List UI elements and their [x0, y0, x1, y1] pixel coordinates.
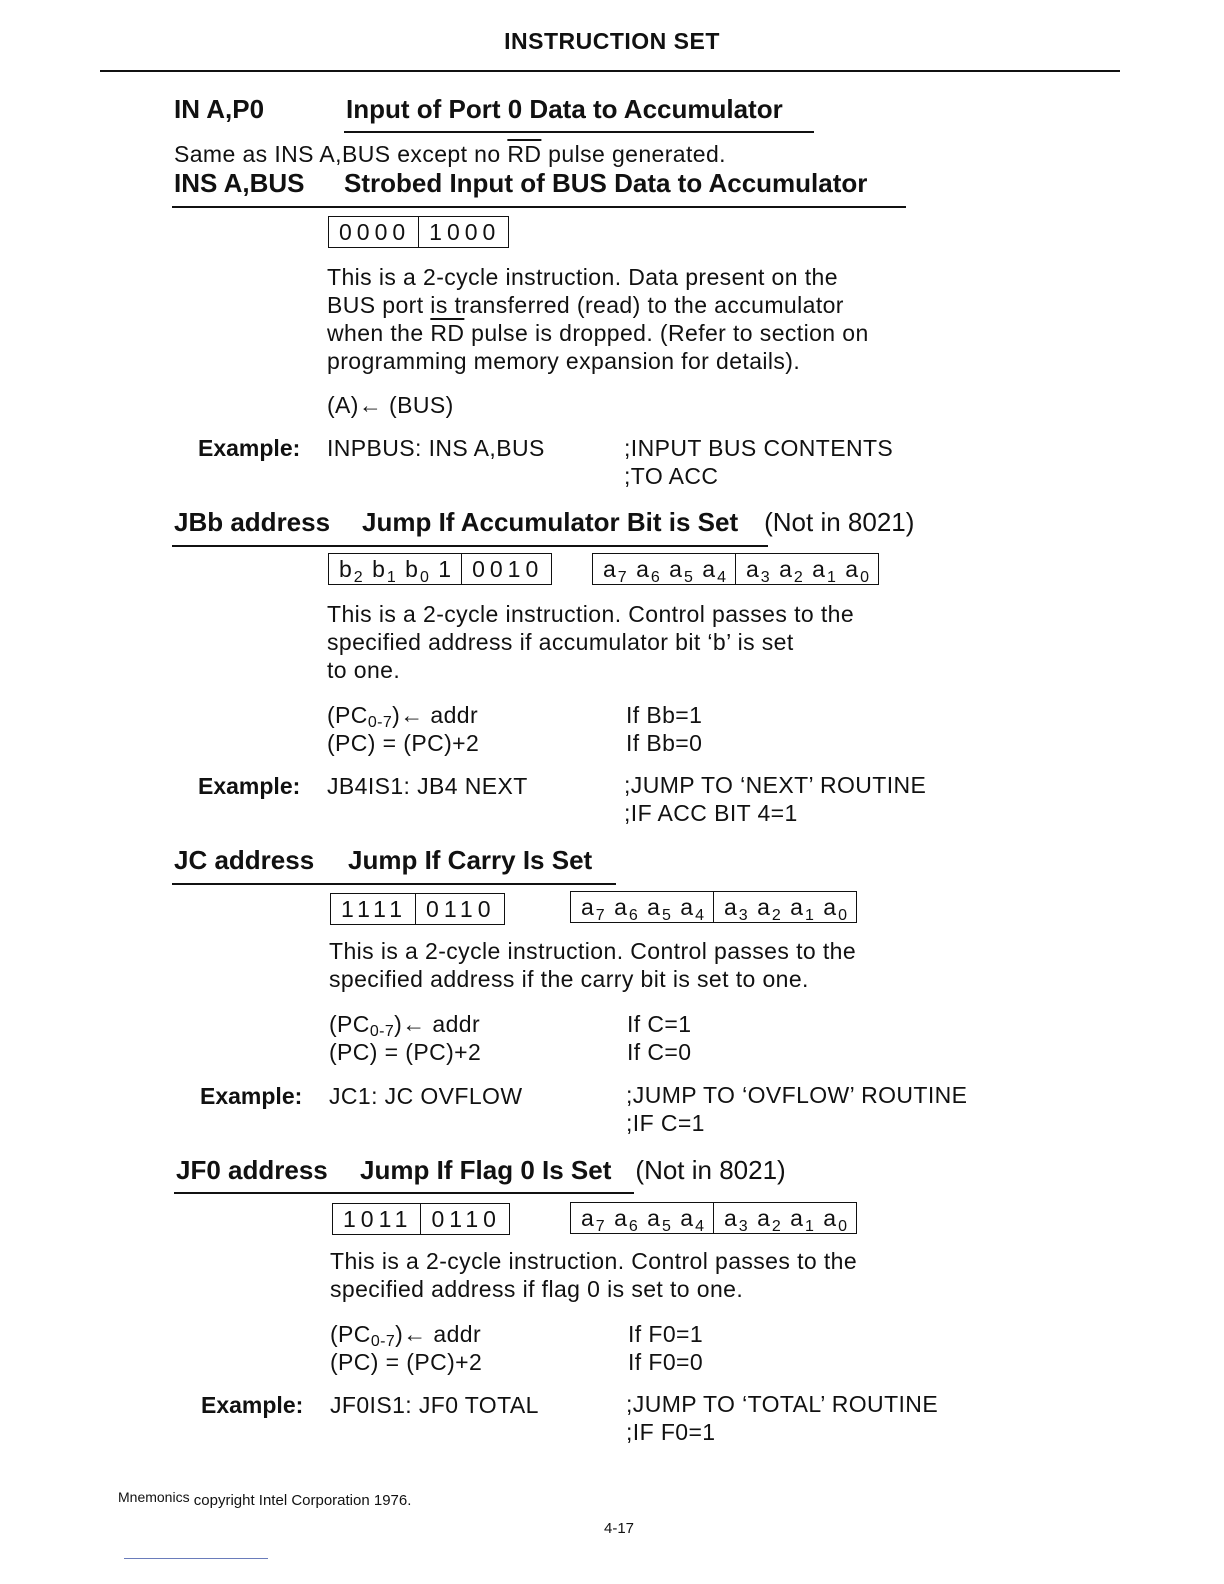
address-high-bits: $a_7$ $a_6$ $a_5$ $a_4$	[603, 556, 727, 586]
ins-a-bus-title: Strobed Input of BUS Data to Accumulator	[344, 168, 868, 198]
jc-mnemonic: JC address	[174, 845, 315, 875]
jc-rule	[172, 883, 616, 885]
address-low-bits: $a_3$ $a_2$ $a_1$ $a_0$	[735, 554, 878, 584]
description-line: This is a 2-cycle instruction. Control passes to the	[330, 1248, 858, 1274]
jc-heading	[174, 845, 592, 876]
jbb-title: Jump If Accumulator Bit is Set	[362, 507, 739, 537]
jc-conditions	[627, 1010, 691, 1066]
example-code: JB4IS1: JB4 NEXT	[327, 773, 528, 799]
condition-line: If Bb=1	[626, 702, 703, 728]
copyright-text: copyright Intel Corporation 1976.	[189, 1492, 412, 1509]
jc-opcode	[330, 893, 505, 925]
jc-description	[329, 937, 856, 993]
in-a-p0-title-rule	[344, 131, 814, 133]
ins-a-bus-mnemonic: INS A,BUS	[174, 168, 305, 198]
description-line: specified address if flag 0 is set to one.	[330, 1276, 744, 1302]
ins-a-bus-description	[327, 263, 869, 375]
jbb-rule	[172, 545, 768, 547]
comment-line: ;JUMP TO ‘TOTAL’ ROUTINE	[626, 1391, 939, 1417]
copyright-mnemonics: Mnemonics	[118, 1489, 190, 1505]
ins-a-bus-operation: (A)← (BUS)	[327, 392, 454, 418]
copyright-notice	[118, 1489, 412, 1509]
ins-a-bus-opcode	[328, 216, 509, 248]
page-number: 4-17	[603, 1520, 635, 1537]
condition-line: If F0=1	[628, 1321, 704, 1347]
opcode-bit-field: $b_2$ $b_1$ $b_0$ 1	[339, 556, 454, 586]
opcode-low-nibble: 0110	[415, 894, 503, 924]
operation-line: (PC) = (PC)+2	[329, 1039, 482, 1065]
header-divider	[100, 70, 1120, 72]
description-line: programming memory expansion for details).	[327, 348, 801, 374]
jf0-address-byte	[570, 1202, 857, 1234]
example-comment	[624, 434, 893, 490]
jf0-title: Jump If Flag 0 Is Set	[360, 1155, 612, 1185]
in-a-p0-title: Input of Port 0 Data to Accumulator	[346, 94, 783, 124]
in-a-p0-desc-text-end: pulse generated.	[541, 141, 726, 167]
comment-line: ;IF ACC BIT 4=1	[624, 800, 798, 826]
comment-line: ;TO ACC	[624, 463, 719, 489]
opcode-low-nibble: 0110	[420, 1204, 508, 1234]
description-line: This is a 2-cycle instruction. Data present on the	[327, 264, 838, 290]
example-comment	[624, 771, 926, 827]
example-comment	[626, 1390, 938, 1446]
operation-line: (PC) = (PC)+2	[330, 1349, 483, 1375]
jf0-opcode	[332, 1203, 510, 1235]
ins-a-bus-heading	[174, 168, 867, 199]
description-line: to one.	[327, 657, 401, 683]
footer-link-rule	[124, 1558, 268, 1559]
in-a-p0-mnemonic: IN A,P0	[174, 94, 265, 124]
jf0-mnemonic: JF0 address	[176, 1155, 328, 1185]
example-label: Example:	[200, 1083, 303, 1109]
example-label: Example:	[198, 435, 301, 461]
description-text: pulse is dropped. (Refer to section on	[464, 320, 869, 346]
jf0-rule	[174, 1192, 634, 1194]
opcode-low-nibble: 0010	[461, 554, 551, 584]
description-line: specified address if accumulator bit ‘b’ is set	[327, 629, 794, 655]
condition-line: If Bb=0	[626, 730, 703, 756]
address-high-bits: $a_7$ $a_6$ $a_5$ $a_4$	[581, 894, 705, 924]
comment-line: ;INPUT BUS CONTENTS	[624, 435, 894, 461]
operation-line: (PC) = (PC)+2	[327, 730, 480, 756]
jc-operation	[329, 1010, 481, 1066]
jbb-description	[327, 600, 854, 684]
page-header-title: INSTRUCTION SET	[504, 28, 720, 54]
condition-line: If C=0	[627, 1039, 692, 1065]
comment-line: ;IF F0=1	[626, 1419, 716, 1445]
jf0-description	[330, 1247, 857, 1303]
in-a-p0-heading	[174, 94, 783, 125]
jf0-conditions	[628, 1320, 703, 1376]
rd-signal: $\overline{RD}$	[507, 141, 542, 167]
operation-line: $(PC_{0-7})\leftarrow$ addr	[330, 1321, 482, 1350]
jf0-heading	[176, 1155, 786, 1186]
description-line	[327, 319, 869, 347]
ins-a-bus-rule	[172, 206, 906, 208]
opcode-low-nibble: 1000	[418, 217, 508, 247]
jbb-note: (Not in 8021)	[764, 507, 915, 537]
example-comment	[626, 1081, 967, 1137]
description-line: This is a 2-cycle instruction. Control passes to the	[327, 601, 855, 627]
jc-title: Jump If Carry Is Set	[348, 845, 593, 875]
example-label: Example:	[201, 1392, 304, 1418]
description-line: specified address if the carry bit is set to one.	[329, 966, 809, 992]
address-low-bits: $a_3$ $a_2$ $a_1$ $a_0$	[713, 1203, 856, 1233]
operation-line: $(PC_{0-7})\leftarrow$ addr	[327, 702, 479, 731]
condition-line: If C=1	[627, 1011, 692, 1037]
comment-line: ;JUMP TO ‘NEXT’ ROUTINE	[624, 772, 927, 798]
in-a-p0-description	[174, 140, 726, 168]
description-line: BUS port is transferred (read) to the accumulator	[327, 292, 844, 318]
opcode-high-nibble: 1011	[343, 1206, 413, 1232]
rd-signal: $\overline{RD}$	[430, 320, 465, 346]
jbb-operation	[327, 701, 479, 757]
jbb-address-byte	[592, 553, 879, 585]
comment-line: ;JUMP TO ‘OVFLOW’ ROUTINE	[626, 1082, 968, 1108]
example-code: INPBUS: INS A,BUS	[327, 435, 545, 461]
address-low-bits: $a_3$ $a_2$ $a_1$ $a_0$	[713, 892, 856, 922]
address-high-bits: $a_7$ $a_6$ $a_5$ $a_4$	[581, 1205, 705, 1235]
jbb-opcode	[328, 553, 552, 585]
description-text: when the	[327, 320, 431, 346]
jbb-heading	[174, 507, 914, 538]
jbb-conditions	[626, 701, 702, 757]
comment-line: ;IF C=1	[626, 1110, 705, 1136]
jf0-operation	[330, 1320, 482, 1376]
example-code: JF0IS1: JF0 TOTAL	[330, 1392, 539, 1418]
condition-line: If F0=0	[628, 1349, 704, 1375]
in-a-p0-desc-text: Same as INS A,BUS except no	[174, 141, 508, 167]
description-line: This is a 2-cycle instruction. Control passes to the	[329, 938, 857, 964]
example-code: JC1: JC OVFLOW	[329, 1083, 523, 1109]
opcode-high-nibble: 0000	[339, 219, 411, 245]
example-label: Example:	[198, 773, 301, 799]
operation-line: $(PC_{0-7})\leftarrow$ addr	[329, 1011, 481, 1040]
opcode-high-nibble: 1111	[341, 896, 408, 922]
jf0-note: (Not in 8021)	[635, 1155, 786, 1185]
jbb-mnemonic: JBb address	[174, 507, 331, 537]
jc-address-byte	[570, 891, 857, 923]
